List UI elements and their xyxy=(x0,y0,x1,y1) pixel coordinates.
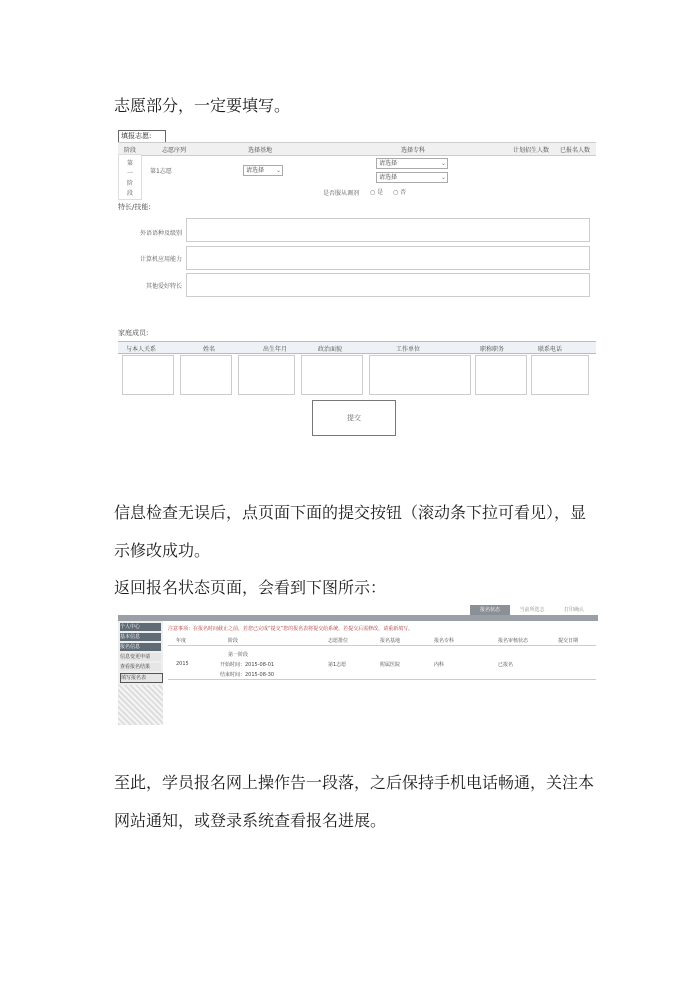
header-stage: 阶段 xyxy=(228,638,239,644)
submit-button[interactable]: 提交 xyxy=(312,400,396,436)
row-year: 2015 xyxy=(176,661,189,667)
family-header-title: 职称职务 xyxy=(480,346,505,353)
specialty-select-2[interactable] xyxy=(376,172,448,183)
tab-status[interactable]: 报名状态 xyxy=(470,605,510,615)
family-header-work: 工作单位 xyxy=(396,346,421,353)
row-status: 已报名 xyxy=(498,662,514,668)
sidebar-item-basic[interactable]: 基本信息 xyxy=(120,633,161,641)
status-screenshot xyxy=(118,605,598,725)
fill-wish-title: 填报志愿: xyxy=(118,130,166,143)
sidebar-item-change[interactable]: 信息变更申请 xyxy=(120,653,161,661)
instruction-paragraph-6: 网站通知，或登录系统查看报名进展。 xyxy=(114,811,387,830)
status-table-header xyxy=(168,635,596,646)
family-title-input[interactable] xyxy=(475,355,527,395)
base-select[interactable] xyxy=(243,165,283,176)
instruction-paragraph-3: 示修改成功。 xyxy=(114,541,211,560)
family-name-input[interactable] xyxy=(180,355,232,395)
wish-table-header xyxy=(118,142,596,156)
header-plan: 计划招生人数 xyxy=(513,147,550,154)
family-header-birth: 出生年月 xyxy=(263,346,288,353)
header-stage: 阶段 xyxy=(124,147,137,154)
computer-textarea[interactable] xyxy=(186,246,590,270)
obey-no-radio[interactable]: ○ 否 xyxy=(393,189,407,196)
sidebar-item-fill[interactable]: 填写报名表 xyxy=(120,673,163,683)
sidebar-item-result[interactable]: 查看报名结果 xyxy=(120,663,161,671)
row-end: 结束时间：2015-08-30 xyxy=(220,672,275,678)
hobby-textarea[interactable] xyxy=(186,273,590,297)
instruction-paragraph-5: 至此，学员报名网上操作告一段落，之后保持手机电话畅通，关注本 xyxy=(114,773,595,792)
skill-label-hobby: 其他爱好特长 xyxy=(146,283,183,290)
form-screenshot xyxy=(118,130,596,443)
skill-label-language: 外语语种及级别 xyxy=(140,230,183,237)
language-textarea[interactable] xyxy=(186,218,590,242)
chevron-down-icon: ⌄ xyxy=(440,174,446,181)
header-base: 选择基地 xyxy=(248,147,273,154)
header-wish: 志愿排位 xyxy=(328,638,349,644)
obey-no-label: 否 xyxy=(400,189,407,196)
sidebar-item-signup[interactable]: 报名信息 xyxy=(120,643,161,651)
sidebar-pattern xyxy=(118,685,163,725)
family-header-political: 政治面貌 xyxy=(318,346,343,353)
header-year: 年度 xyxy=(176,638,187,644)
tab-current-wish[interactable]: 当前所选志 xyxy=(519,607,545,613)
row-base: 附属医院 xyxy=(380,662,401,668)
chevron-down-icon: ⌄ xyxy=(440,160,446,167)
family-work-input[interactable] xyxy=(369,355,471,395)
family-table-header xyxy=(118,341,596,354)
header-date: 提交日期 xyxy=(558,638,579,644)
header-base: 报名基地 xyxy=(380,638,401,644)
instruction-paragraph-2: 信息检查无误后，点页面下面的提交按钮（滚动条下拉可看见），显 xyxy=(114,503,587,522)
specialty-select-2-value: 请选择 xyxy=(379,174,398,181)
family-title: 家庭成员: xyxy=(118,329,149,337)
family-phone-input[interactable] xyxy=(531,355,589,395)
family-header-relation: 与本人关系 xyxy=(126,346,157,353)
chevron-down-icon: ⌄ xyxy=(275,167,281,174)
family-relation-input[interactable] xyxy=(122,355,174,395)
obey-yes-label: 是 xyxy=(377,189,384,196)
wish-label: 第1志愿 xyxy=(150,168,172,175)
family-political-input[interactable] xyxy=(301,355,363,395)
status-table-row xyxy=(168,647,596,680)
base-select-value: 请选择 xyxy=(246,167,265,174)
tab-print[interactable]: 打印确认 xyxy=(563,607,584,613)
sidebar-item-personal[interactable]: 个人中心 xyxy=(120,623,161,631)
stage-cell xyxy=(118,154,142,200)
instruction-paragraph-4: 返回报名状态页面，会看到下图所示： xyxy=(114,578,387,597)
instruction-paragraph-1: 志愿部分，一定要填写。 xyxy=(114,96,291,115)
skills-title: 特长/技能: xyxy=(118,203,151,211)
stage-text: 第一阶段 xyxy=(126,160,133,197)
notice-text: 注意事项：在报名时间截止之前，若您已完成“提交”您的报名表将提交给系统，若提交后需修改，请重新填写。 xyxy=(168,626,414,632)
skill-label-computer: 计算机应用能力 xyxy=(140,256,183,263)
header-status: 报名审核状态 xyxy=(498,638,529,644)
row-spec: 内科 xyxy=(434,662,445,668)
obey-yes-radio[interactable]: ○ 是 xyxy=(370,189,384,196)
header-wish-order: 志愿序列 xyxy=(162,147,187,154)
top-bar xyxy=(118,615,598,621)
sidebar xyxy=(118,621,163,725)
header-spec: 报名专科 xyxy=(434,638,455,644)
obey-label: 是否服从调剂 xyxy=(323,190,360,197)
header-registered: 已报名人数 xyxy=(560,147,591,154)
row-stage: 第一阶段 xyxy=(228,652,249,658)
specialty-select-1-value: 请选择 xyxy=(379,160,398,167)
row-wish: 第1志愿 xyxy=(328,662,347,668)
row-start: 开始时间：2015-08-01 xyxy=(220,662,275,668)
specialty-select-1[interactable] xyxy=(376,158,448,169)
family-header-phone: 联系电话 xyxy=(538,346,563,353)
family-header-name: 姓名 xyxy=(203,346,216,353)
family-birth-input[interactable] xyxy=(238,355,295,395)
header-specialty: 选择专科 xyxy=(401,147,426,154)
